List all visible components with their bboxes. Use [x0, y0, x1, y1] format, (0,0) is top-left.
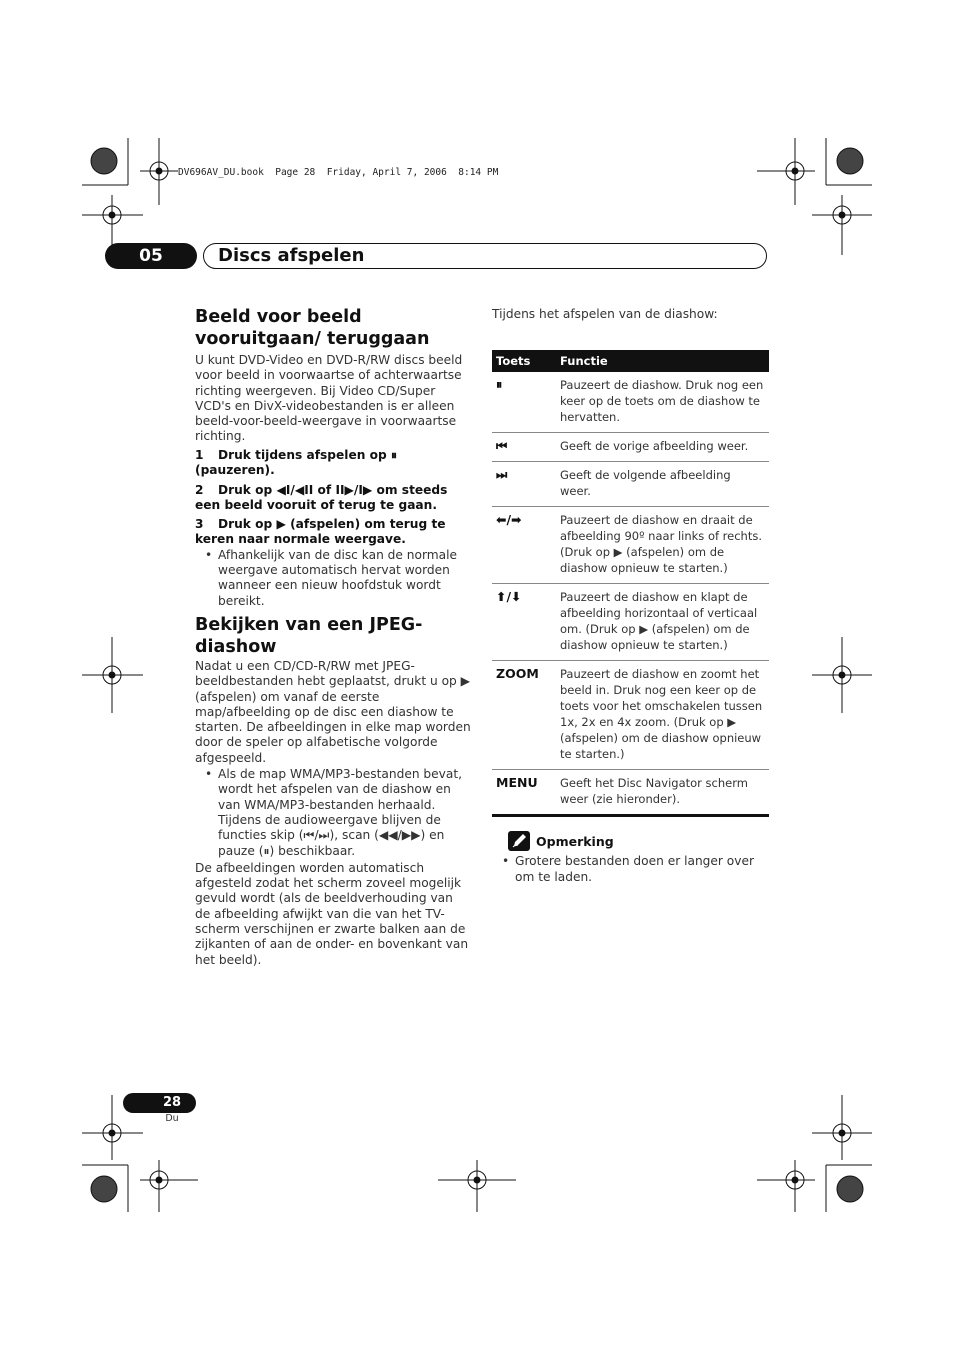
key-next-icon: ⏭ [492, 462, 558, 507]
section-heading-jpeg-slideshow: Bekijken van een JPEG-diashow [195, 614, 423, 657]
print-header: DV696AV_DU.book Page 28 Friday, April 7, 2006 8:14 PM [178, 167, 499, 178]
chapter-number: 05 [139, 246, 163, 266]
step-text: Druk op ◀I/◀II of II▶/I▶ om steeds een beeld vooruit of terug te gaan. [195, 482, 448, 513]
function-cell: Pauzeert de diashow en draait de afbeelding 90º naar links of rechts. (Druk op ▶ (afspelen) om de diashow opnieuw te starten.) [558, 507, 769, 584]
step-text: Druk op ▶ (afspelen) om terug te keren naar normale weergave. [195, 516, 446, 547]
key-left-right-arrows-icon: ⬅/➡ [492, 507, 558, 584]
page-number: 28 [162, 1095, 182, 1110]
table-header-function: Functie [558, 350, 769, 372]
step-2 [195, 483, 471, 514]
table-row [492, 584, 769, 661]
section2-intro: Nadat u een CD/CD-R/RW met JPEG-beeldbestanden hebt geplaatst, drukt u op ▶ (afspelen) om vanaf de eerste map/afbeelding op de disc een diashow te starten. De afbeeldingen in elke map worden door de speler op alfabetische volgorde afgespeeld. [195, 658, 471, 765]
step-number: 1 [195, 447, 204, 462]
function-cell: Pauzeert de diashow. Druk nog een keer op de toets om de diashow te hervatten. [558, 372, 769, 433]
step-3 [195, 517, 471, 548]
step-1 [195, 448, 471, 479]
table-header-key: Toets [492, 350, 558, 372]
right-column [492, 307, 769, 885]
slideshow-key-table [492, 350, 769, 817]
note-header [492, 831, 769, 851]
key-pause-icon: ⏸ [492, 372, 558, 433]
step-number: 2 [195, 482, 204, 497]
function-cell: Geeft de vorige afbeelding weer. [558, 433, 769, 462]
list-item: • Afhankelijk van de disc kan de normale weergave automatisch hervat worden wanneer een nieuw hoofdstuk wordt bereikt. [195, 548, 471, 609]
section-heading-frame-advance: Beeld voor beeld vooruitgaan/ teruggaan [195, 307, 430, 349]
function-cell: Geeft het Disc Navigator scherm weer (zie hieronder). [558, 770, 769, 816]
list-item: • Als de map WMA/MP3-bestanden bevat, wordt het afspelen van de diashow en van WMA/MP3-bestanden herhaald. Tijdens de audioweergave blijven de functies skip (⏮/⏭), scan (◀◀/▶▶) en pauze (⏸) beschikbaar. [195, 767, 471, 859]
key-up-down-arrows-icon: ⬆/⬇ [492, 584, 558, 661]
note-pencil-icon [508, 831, 530, 851]
step-number: 3 [195, 516, 204, 531]
table-row [492, 507, 769, 584]
note-item: • Grotere bestanden doen er langer over om te laden. [492, 854, 769, 885]
table-row [492, 770, 769, 816]
page-language: Du [165, 1113, 179, 1124]
function-cell: Pauzeert de diashow en zoomt het beeld in. Druk nog een keer op de toets voor het omschakelen tussen 1x, 2x en 4x zoom. (Druk op ▶ (afspelen) om de diashow opnieuw te starten.) [558, 661, 769, 770]
table-row [492, 661, 769, 770]
key-menu: MENU [492, 770, 558, 816]
table-row [492, 433, 769, 462]
section1-intro: U kunt DVD-Video en DVD-R/RW discs beeld voor beeld in voorwaartse of achterwaartse richting weergeven. Bij Video CD/Super VCD's en DivX-videobestanden is er alleen beeld-voor-beeld-weergave in voorwaartse richting. [195, 353, 463, 444]
chapter-title: Discs afspelen [218, 245, 365, 266]
function-cell: Pauzeert de diashow en klapt de afbeelding horizontaal of verticaal om. (Druk op ▶ (afspelen) om de diashow opnieuw te starten.) [558, 584, 769, 661]
table-row [492, 372, 769, 433]
note-title: Opmerking [536, 833, 614, 849]
left-column [195, 306, 471, 968]
step-text: Druk tijdens afspelen op ⏸ (pauzeren). [195, 447, 398, 478]
table-row [492, 462, 769, 507]
table-intro: Tijdens het afspelen van de diashow: [492, 307, 718, 321]
key-zoom: ZOOM [492, 661, 558, 770]
section2-outro: De afbeeldingen worden automatisch afgesteld zodat het scherm zoveel mogelijk gevuld wordt (als de beeldverhouding van de afbeelding afwijkt van die van het TV-scherm verschijnen er zwarte balken aan de zijkanten of aan de onder- en bovenkant van het beeld). [195, 860, 469, 967]
table-header-row [492, 350, 769, 372]
key-previous-icon: ⏮ [492, 433, 558, 462]
function-cell: Geeft de volgende afbeelding weer. [558, 462, 769, 507]
